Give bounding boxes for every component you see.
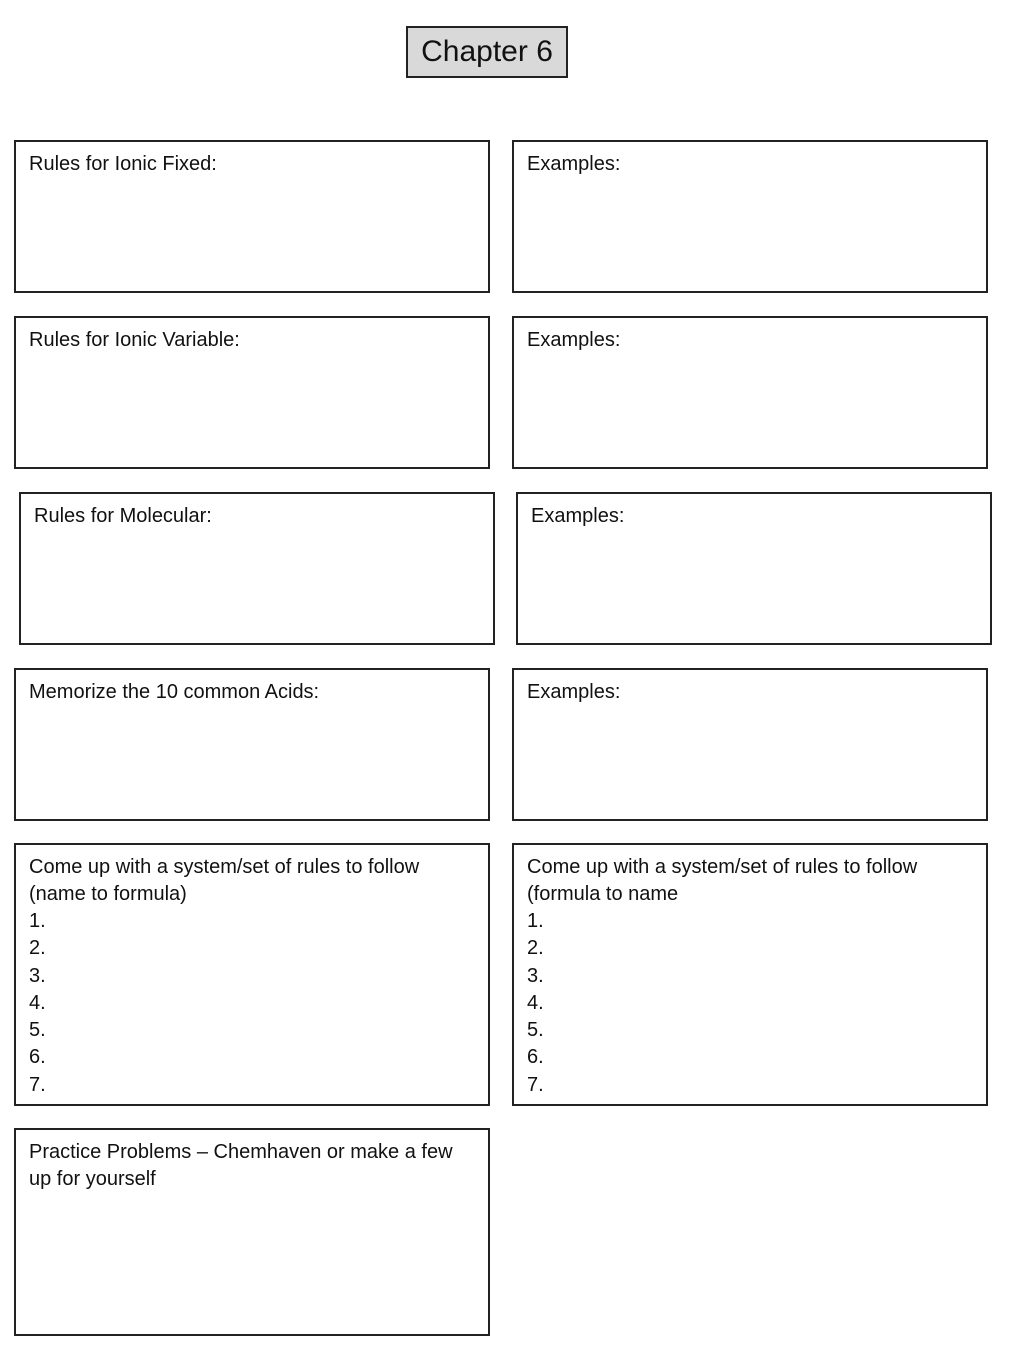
page-title: Chapter 6 bbox=[406, 26, 568, 78]
list-item: 5. bbox=[29, 1019, 46, 1042]
system-left-list bbox=[29, 908, 475, 1099]
acids-examples-box[interactable] bbox=[512, 668, 988, 821]
system-left-line1: Come up with a system/set of rules to follow bbox=[29, 856, 420, 878]
ionic-variable-examples-label: Examples: bbox=[527, 329, 621, 351]
molecular-examples-box[interactable] bbox=[516, 492, 992, 645]
molecular-rules-box[interactable] bbox=[19, 492, 495, 645]
system-right-list bbox=[527, 908, 973, 1099]
list-item: 1. bbox=[29, 910, 46, 932]
practice-line2: up for yourself bbox=[29, 1168, 156, 1190]
list-item: 7. bbox=[527, 1073, 544, 1096]
system-right-line1: Come up with a system/set of rules to follow bbox=[527, 856, 918, 878]
practice-line1: Practice Problems – Chemhaven or make a few bbox=[29, 1141, 453, 1163]
list-item: 2. bbox=[527, 937, 544, 960]
ionic-fixed-rules-label: Rules for Ionic Fixed: bbox=[29, 153, 217, 175]
list-item: 2. bbox=[29, 937, 46, 960]
ionic-fixed-examples-box[interactable] bbox=[512, 140, 988, 293]
list-item: 6. bbox=[29, 1046, 46, 1069]
ionic-variable-rules-box[interactable] bbox=[14, 316, 490, 469]
list-item: 4. bbox=[29, 991, 46, 1014]
list-item: 3. bbox=[527, 964, 544, 987]
list-item: 5. bbox=[527, 1019, 544, 1042]
system-left-line2: (name to formula) bbox=[29, 883, 187, 905]
ionic-fixed-rules-box[interactable] bbox=[14, 140, 490, 293]
list-item: 1. bbox=[527, 910, 544, 932]
molecular-examples-label: Examples: bbox=[531, 505, 625, 527]
system-formula-to-name-box[interactable] bbox=[512, 843, 988, 1106]
acids-examples-label: Examples: bbox=[527, 681, 621, 703]
list-item: 6. bbox=[527, 1046, 544, 1069]
molecular-rules-label: Rules for Molecular: bbox=[34, 505, 212, 527]
acids-box[interactable] bbox=[14, 668, 490, 821]
ionic-variable-examples-box[interactable] bbox=[512, 316, 988, 469]
system-name-to-formula-box[interactable] bbox=[14, 843, 490, 1106]
list-item: 4. bbox=[527, 991, 544, 1014]
system-right-line2: (formula to name bbox=[527, 883, 679, 905]
list-item: 7. bbox=[29, 1073, 46, 1096]
acids-label: Memorize the 10 common Acids: bbox=[29, 681, 320, 703]
practice-problems-box[interactable] bbox=[14, 1128, 490, 1336]
ionic-fixed-examples-label: Examples: bbox=[527, 153, 621, 175]
list-item: 3. bbox=[29, 964, 46, 987]
ionic-variable-rules-label: Rules for Ionic Variable: bbox=[29, 329, 240, 351]
